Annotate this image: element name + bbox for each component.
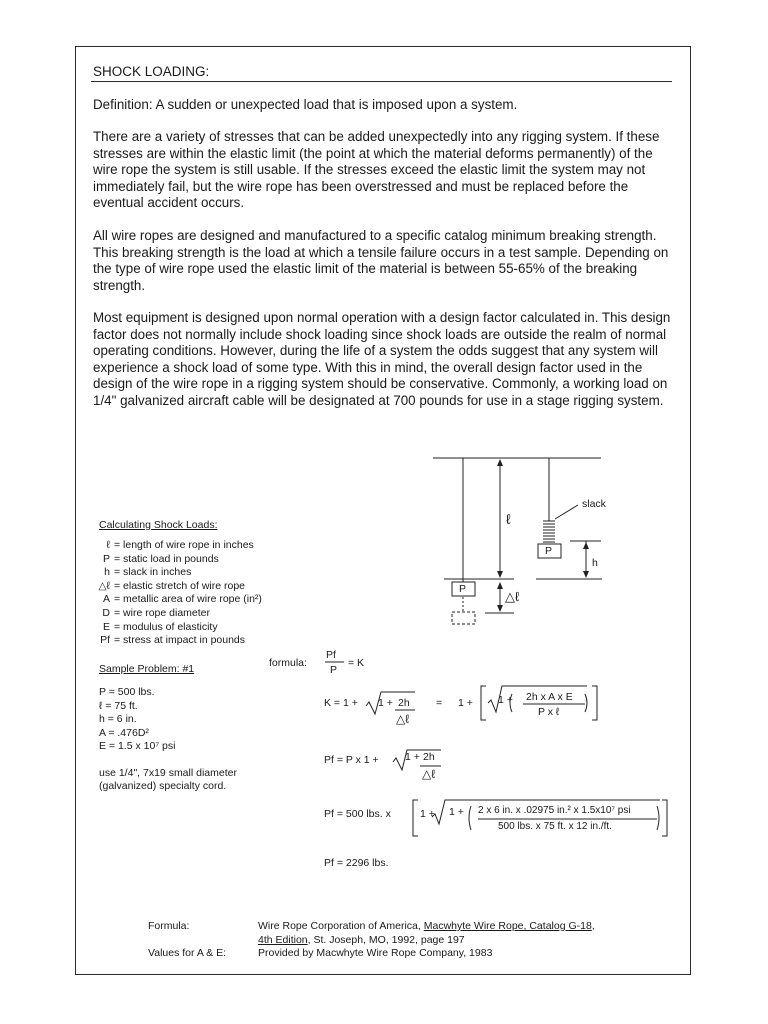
slack-label: slack bbox=[582, 498, 606, 510]
footer-source-catalog: Macwhyte Wire Rope, Catalog G-18 bbox=[423, 920, 592, 932]
length-label: ℓ bbox=[506, 511, 511, 527]
definition-text: = static load in pounds bbox=[114, 552, 219, 565]
sample-note: (galvanized) specialty cord. bbox=[99, 780, 227, 792]
footer-formula-source-line2 bbox=[258, 934, 465, 948]
definition-text: = stress at impact in pounds bbox=[114, 634, 246, 647]
definition-text: = slack in inches bbox=[114, 566, 192, 579]
footer-source-post: , St. Joseph, MO, 1992, page 197 bbox=[307, 934, 465, 946]
definition-text: = metallic area of wire rope (in²) bbox=[114, 593, 262, 606]
definition-row bbox=[84, 593, 262, 607]
definition-row bbox=[84, 580, 262, 594]
definition-symbol: Pf bbox=[100, 634, 110, 647]
load-label-bottom: P bbox=[459, 583, 467, 595]
definition-symbol: h bbox=[104, 566, 110, 579]
ratio-numerator: Pf bbox=[326, 649, 336, 661]
definition-text: = length of wire rope in inches bbox=[114, 539, 254, 551]
sample-value: P = 500 lbs. bbox=[99, 686, 155, 698]
sample-value: ℓ = 75 ft. bbox=[99, 699, 138, 712]
paragraph-elastic-limit: There are a variety of stresses that can be added unexpectedly into any rigging system. If these stresses are within the elastic limit (the point at which the material deforms permanently) of the wire rope the system is still usable. If the stresses exceed the elastic limit the system may not immediately fail, but the wire rope has been overstressed and must be replaced before the eventual accident occurs. bbox=[93, 129, 660, 211]
footer-values-source: Provided by Macwhyte Wire Rope Company, 1983 bbox=[258, 947, 493, 959]
definitions-list bbox=[84, 539, 262, 648]
page-title: SHOCK LOADING: bbox=[93, 64, 210, 79]
footer-source-pre: Wire Rope Corporation of America, bbox=[258, 920, 424, 932]
inner-denominator: P x ℓ bbox=[538, 706, 560, 718]
pf-one-plus: 1 + bbox=[405, 751, 420, 763]
sample-inner-one-plus: 1 + bbox=[449, 806, 464, 818]
footer-formula-source-line1 bbox=[258, 920, 595, 934]
sample-one-plus: 1 + bbox=[420, 808, 435, 820]
definition-symbol: △ℓ bbox=[98, 579, 110, 592]
pf-delta-l: △ℓ bbox=[422, 767, 436, 781]
definition-paragraph: Definition: A sudden or unexpected load that is imposed upon a system. bbox=[93, 97, 518, 112]
definition-symbol: ℓ bbox=[106, 539, 110, 551]
definition-text: = modulus of elasticity bbox=[114, 620, 218, 633]
calc-heading: Calculating Shock Loads: bbox=[99, 519, 218, 531]
equals-sign: = bbox=[436, 697, 443, 709]
sample-values bbox=[99, 686, 237, 794]
definition-row bbox=[84, 553, 262, 567]
equals-k: = K bbox=[348, 657, 365, 669]
ratio-denominator: P bbox=[330, 664, 338, 676]
definition-symbol: D bbox=[102, 606, 110, 619]
definition-row bbox=[84, 634, 262, 648]
formula-label: formula: bbox=[269, 657, 307, 669]
definition-symbol: A bbox=[102, 593, 110, 606]
inner-one-plus: 1 + bbox=[498, 694, 513, 706]
pf-prefix: Pf = P x 1 + bbox=[324, 754, 379, 766]
result: Pf = 2296 lbs. bbox=[324, 857, 389, 869]
paragraph-breaking-strength: All wire ropes are designed and manufactured to a specific catalog minimum breaking strength. This breaking strength is the load at which a tensile failure occurs in a test sample. Depending on the type of wire rope used the elastic limit of the material is between 55-65% of the breaking strength. bbox=[93, 228, 669, 293]
sample-denominator: 500 lbs. x 75 ft. x 12 in./ft. bbox=[498, 821, 612, 832]
definition-row bbox=[84, 566, 262, 580]
footer-values-label: Values for A & E: bbox=[148, 947, 227, 959]
k-prefix: K = 1 + bbox=[324, 697, 358, 709]
definition-text: = wire rope diameter bbox=[114, 606, 211, 619]
pf-two-h: 2h bbox=[423, 751, 435, 763]
definition-text: = elastic stretch of wire rope bbox=[114, 579, 246, 592]
k-two-h: 2h bbox=[398, 697, 410, 709]
definition-row bbox=[84, 621, 262, 635]
definition-symbol: E bbox=[102, 620, 110, 633]
load-label-top: P bbox=[545, 545, 553, 557]
sample-value: A = .476D² bbox=[99, 726, 149, 739]
bracket-one-plus: 1 + bbox=[458, 697, 473, 709]
inner-numerator: 2h x A x E bbox=[526, 691, 573, 703]
footer-formula-label: Formula: bbox=[148, 920, 190, 932]
sample-value: E = 1.5 x 10⁷ psi bbox=[99, 740, 176, 752]
sample-note: use 1/4", 7x19 small diameter bbox=[99, 766, 237, 779]
k-one-plus: 1 + bbox=[378, 697, 393, 709]
definition-row bbox=[84, 607, 262, 621]
k-delta-l: △ℓ bbox=[396, 712, 410, 726]
pf-sample-prefix: Pf = 500 lbs. x bbox=[324, 808, 391, 820]
h-label: h bbox=[592, 557, 598, 569]
sample-value: h = 6 in. bbox=[99, 713, 137, 725]
sample-heading: Sample Problem: #1 bbox=[99, 663, 195, 675]
definition-symbol: P bbox=[102, 552, 110, 565]
stretch-label: △ℓ bbox=[505, 589, 520, 604]
footer-source-comma: , bbox=[591, 920, 595, 932]
sample-numerator: 2 x 6 in. x .02975 in.² x 1.5x10⁷ psi bbox=[478, 805, 631, 816]
paragraph-design-factor: Most equipment is designed upon normal operation with a design factor calculated in. This design factor does not normally include shock loading since shock loads are outside the realm of normal operating conditions. However, during the life of a system the odds suggest that any system will experience a shock load of some type. With this in mind, the overall design factor used in the design of the wire rope in a rigging system should be conservative. Commonly, a working load on 1/4" galvanized aircraft cable will be designated at 700 pounds for use in a stage rigging system. bbox=[93, 310, 671, 408]
footer-source-edition: 4th Edition bbox=[258, 934, 308, 946]
definition-row bbox=[84, 539, 262, 553]
